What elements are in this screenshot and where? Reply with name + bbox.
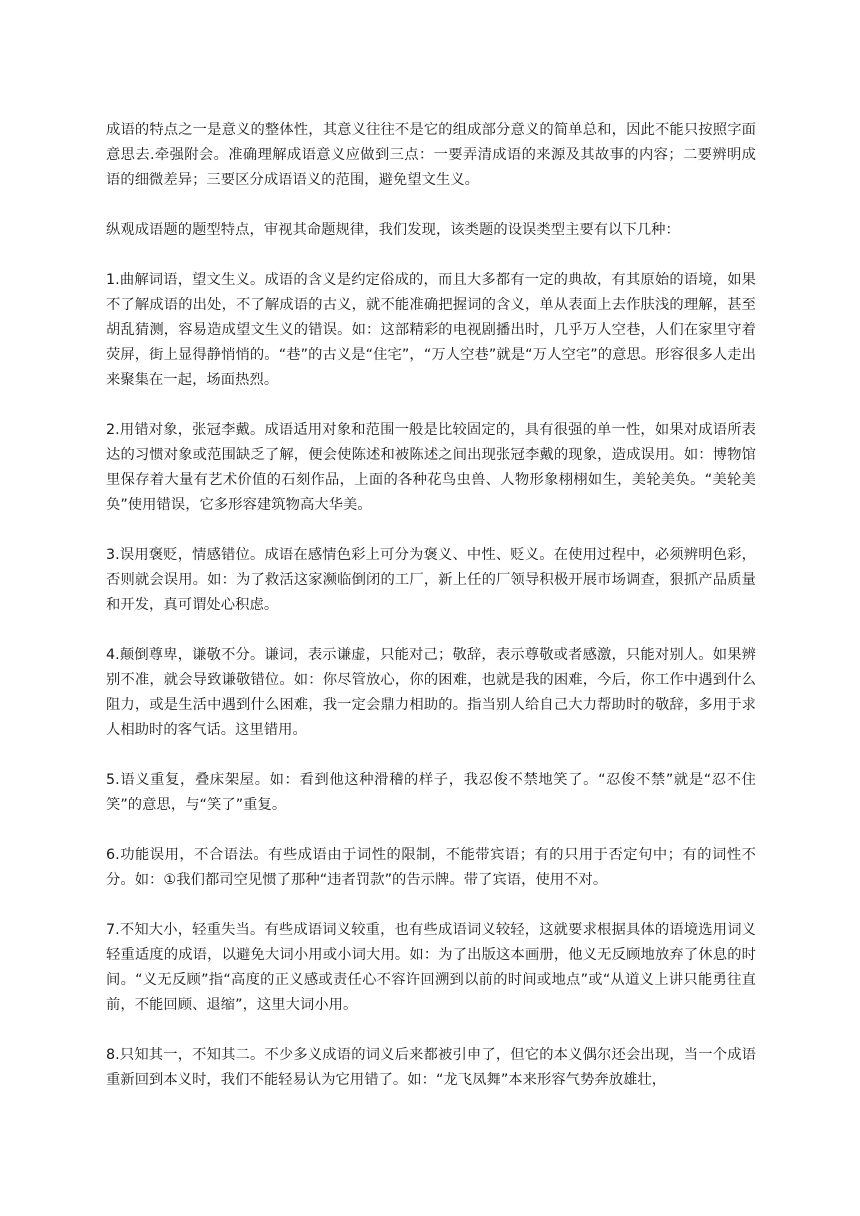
error-type-6-paragraph: 6.功能误用，不合语法。有些成语由于词性的限制，不能带宾语；有的只用于否定句中；有的词性不分。如：①我们都司空见惯了那种“违者罚款”的告示牌。带了宾语，使用不对。 bbox=[106, 847, 756, 888]
error-type-1-paragraph: 1.曲解词语，望文生义。成语的含义是约定俗成的，而且大多都有一定的典故，有其原始的语境，如果不了解成语的出处，不了解成语的古义，就不能准确把握词的含义，单从表面上去作肤浅的理解，甚至胡乱猜测，容易造成望文生义的错误。如：这部精彩的电视剧播出时，几乎万人空巷，人们在家里守着荧屏，街上显得静悄悄的。“巷”的古义是“住宅”，“万人空巷”就是“万人空宅”的意思。形容很多人走出来聚集在一起，场面热烈。 bbox=[106, 272, 756, 388]
error-type-3-paragraph: 3.误用褒贬，情感错位。成语在感情色彩上可分为褒义、中性、贬义。在使用过程中，必须辨明色彩，否则就会误用。如：为了救活这家濒临倒闭的工厂，新上任的厂领导积极开展市场调查，狠抓产品质量和开发，真可谓处心积虑。 bbox=[106, 547, 756, 613]
error-type-2-paragraph: 2.用错对象，张冠李戴。成语适用对象和范围一般是比较固定的，具有很强的单一性，如果对成语所表达的习惯对象或范围缺乏了解，便会使陈述和被陈述之间出现张冠李戴的现象，造成误用。如：博物馆里保存着大量有艺术价值的石刻作品，上面的各种花鸟虫兽、人物形象栩栩如生，美轮美奂。“美轮美奂”使用错误，它多形容建筑物高大华美。 bbox=[106, 422, 756, 513]
error-type-4-paragraph: 4.颠倒尊卑，谦敬不分。谦词，表示谦虚，只能对己；敬辞，表示尊敬或者感激，只能对别人。如果辨别不准，就会导致谦敬错位。如：你尽管放心，你的困难，也就是我的困难，今后，你工作中遇到什么阻力，或是生活中遇到什么困难，我一定会鼎力相助的。指当别人给自己大力帮助时的敬辞，多用于求人相助时的客气话。这里错用。 bbox=[106, 647, 756, 738]
error-type-8-paragraph: 8.只知其一，不知其二。不少多义成语的词义后来都被引申了，但它的本义偶尔还会出现，当一个成语重新回到本义时，我们不能轻易认为它用错了。如：“龙飞凤舞”本来形容气势奔放雄壮， bbox=[106, 1047, 756, 1088]
error-type-5-paragraph: 5.语义重复，叠床架屋。如：看到他这种滑稽的样子，我忍俊不禁地笑了。“忍俊不禁”就是“忍不住笑”的意思，与“笑了”重复。 bbox=[106, 772, 756, 813]
overview-paragraph: 纵观成语题的题型特点，审视其命题规律，我们发现，该类题的设误类型主要有以下几种： bbox=[106, 222, 680, 238]
error-type-7-paragraph: 7.不知大小，轻重失当。有些成语词义较重，也有些成语词义较轻，这就要求根据具体的语境选用词义轻重适度的成语，以避免大词小用或小词大用。如：为了出版这本画册，他义无反顾地放弃了休息的时间。“义无反顾”指“高度的正义感或责任心不容许回溯到以前的时间或地点”或“从道义上讲只能勇往直前，不能回顾、退缩”，这里大词小用。 bbox=[106, 922, 756, 1013]
intro-paragraph: 成语的特点之一是意义的整体性，其意义往往不是它的组成部分意义的简单总和，因此不能只按照字面意思去.牵强附会。准确理解成语意义应做到三点：一要弄清成语的来源及其故事的内容；二要辨明成语的细微差异；三要区分成语语义的范围，避免望文生义。 bbox=[106, 122, 756, 188]
